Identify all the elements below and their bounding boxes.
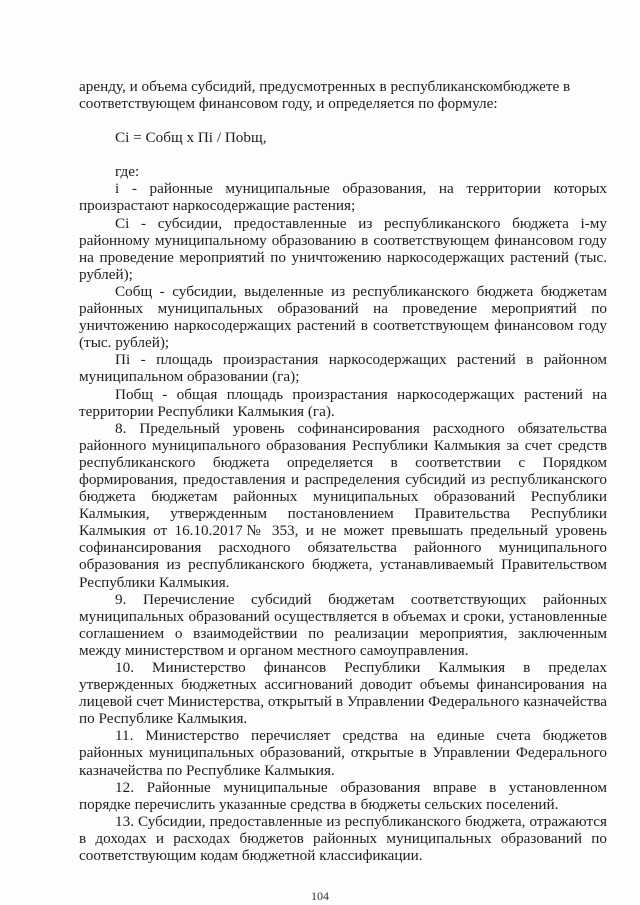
- document-body: [79, 78, 607, 864]
- definition-sobsch: Собщ - субсидии, выделенные из республиканского бюджета бюджетам районных муниципальных образований на проведение мероприятий по уничтожению наркосодержащих растений в соответствующем финансовом году (тыс. рублей);: [79, 282, 607, 352]
- page-number: 104: [311, 889, 329, 903]
- clause-11: 11. Министерство перечисляет средства на единые счета бюджетов районных муниципальных образований, открытые в Управлении Федерального казначейства по Республике Калмыкия.: [79, 727, 607, 779]
- formula: Ci = Собщ x Пi / Пobщ,: [115, 129, 267, 147]
- spacer: [79, 146, 607, 163]
- definition-pobsch: Побщ - общая площадь произрастания наркосодержащих растений на территории Республики Калмыкия (га).: [79, 385, 607, 420]
- clause-13: 13. Субсидии, предоставленные из республиканского бюджета, отражаются в доходах и расходах бюджетов районных муниципальных образований по соответствующим кодам бюджетной классификации.: [79, 812, 607, 865]
- paragraph-where: где:: [115, 163, 140, 181]
- clause-12: 12. Районные муниципальные образования вправе в установленном порядке перечислить указанные средства в бюджеты сельских поселений.: [79, 778, 607, 813]
- clause-8: 8. Предельный уровень софинансирования расходного обязательства районного муниципального образования Республики Калмыкия за счет средств республиканского бюджета определяется в соответствии с Порядком формирования, предоставления и распределения субсидий из республиканского бюджета бюджетам районных муниципальных образований Республики Калмыкия, утвержденным постановлением Правительства Республики Калмыкия от 16.10.2017№ 353, и не может превышать предельный уровень софинансирования расходного обязательства районного муниципального образования из республиканского бюджета, устанавливаемый Правительством Республики Калмыкия.: [79, 419, 607, 591]
- definition-i: i - районные муниципальные образования, на территории которых произрастают наркосодержащие растения;: [79, 180, 607, 215]
- clause-10: 10. Министерство финансов Республики Калмыкия в пределах утвержденных бюджетных ассигнований доводит объемы финансирования на лицевой счет Министерства, открытый в Управлении Федерального казначейства по Республике Калмыкия.: [79, 659, 607, 728]
- paragraph-intro-continuation: аренду, и объема субсидий, предусмотренных в республиканскомбюджете в соответствующем финансовом году, и определяется по формуле:: [79, 78, 571, 113]
- spacer: [79, 112, 607, 129]
- definition-ci: Ci - субсидии, предоставленные из республиканского бюджета i-му районному муниципальному образованию в соответствующем финансовом году на проведение мероприятий по уничтожению наркосодержащих растений (тыс. рублей);: [79, 214, 607, 283]
- clause-9: 9. Перечисление субсидий бюджетам соответствующих районных муниципальных образований осуществляется в объемах и сроки, установленные соглашением о взаимодействии по реализации мероприятия, заключенным между министерством и органом местного самоуправления.: [79, 590, 607, 659]
- definition-pi: Пi - площадь произрастания наркосодержащих растений в районном муниципальном образовании (га);: [79, 351, 607, 386]
